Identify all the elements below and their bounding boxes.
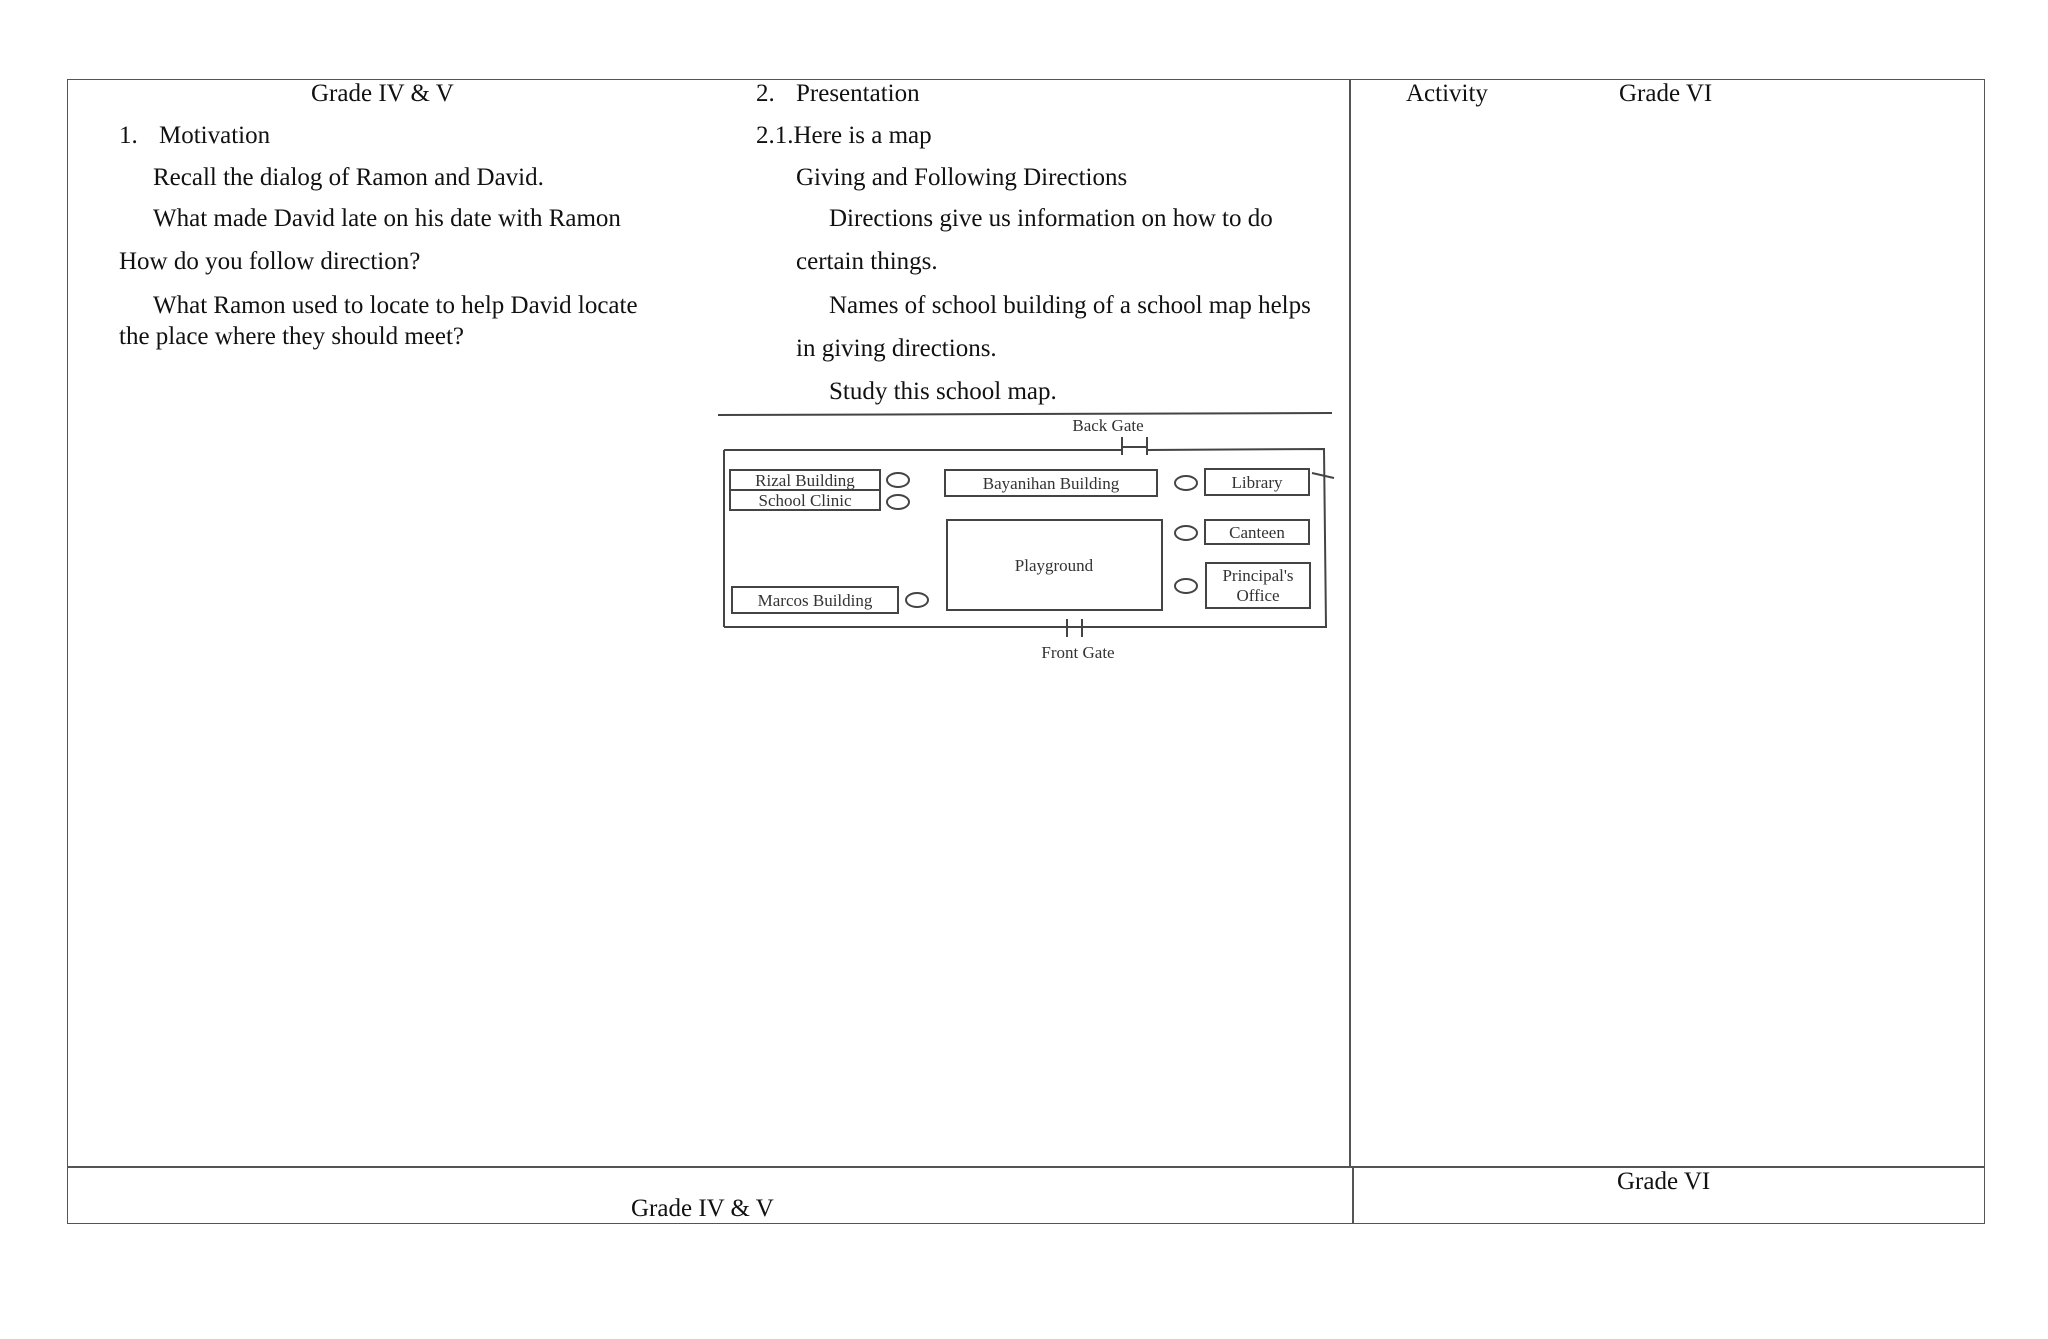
footer-left-label: Grade IV & V [631,1195,774,1222]
principal-label-line1: Principal's [1222,566,1294,585]
left-line-5: the place where they should meet? [119,323,464,350]
rizal-building-label: Rizal Building [755,471,855,490]
middle-line-4: in giving directions. [796,335,997,362]
column-divider [1349,79,1351,1167]
left-line-4: What Ramon used to locate to help David locate [153,292,638,319]
rizal-marker-icon [887,473,909,487]
motivation-number: 1. [119,122,138,149]
activity-label: Activity [1406,80,1488,107]
left-line-1: Recall the dialog of Ramon and David. [153,164,544,191]
left-line-2: What made David late on his date with Ramon [153,205,621,232]
bayanihan-building-label: Bayanihan Building [982,474,1120,493]
middle-line-5: Study this school map. [829,378,1057,405]
presentation-title: Presentation [796,80,920,107]
middle-line-1: Directions give us information on how to do [829,205,1273,232]
motivation-title: Motivation [159,122,271,149]
canteen-label: Canteen [1229,523,1285,542]
right-column-header: Grade VI [1619,80,1713,107]
footer-right-label: Grade VI [1617,1168,1711,1195]
back-gate-label: Back Gate [1072,416,1144,435]
principal-label-line2: Office [1236,586,1280,605]
front-gate-label: Front Gate [1041,643,1115,662]
presentation-number: 2. [756,80,775,107]
school-clinic-label: School Clinic [758,491,852,510]
map-top-boundary [718,413,1332,415]
library-marker-icon [1175,476,1197,490]
library-label: Library [1231,473,1283,492]
marcos-building-label: Marcos Building [757,591,873,610]
subsection-title: 2.1.Here is a map [756,122,932,149]
school-map [712,405,1340,670]
middle-line-2: certain things. [796,248,938,275]
principal-marker-icon [1175,579,1197,593]
playground-label: Playground [1014,556,1094,575]
left-column-header: Grade IV & V [311,80,454,107]
canteen-marker-icon [1175,526,1197,540]
footer-divider [1352,1166,1354,1224]
left-line-3: How do you follow direction? [119,248,421,275]
middle-line-3: Names of school building of a school map helps [829,292,1311,319]
clinic-marker-icon [887,495,909,509]
marcos-marker-icon [906,593,928,607]
directions-subtitle: Giving and Following Directions [796,164,1128,191]
